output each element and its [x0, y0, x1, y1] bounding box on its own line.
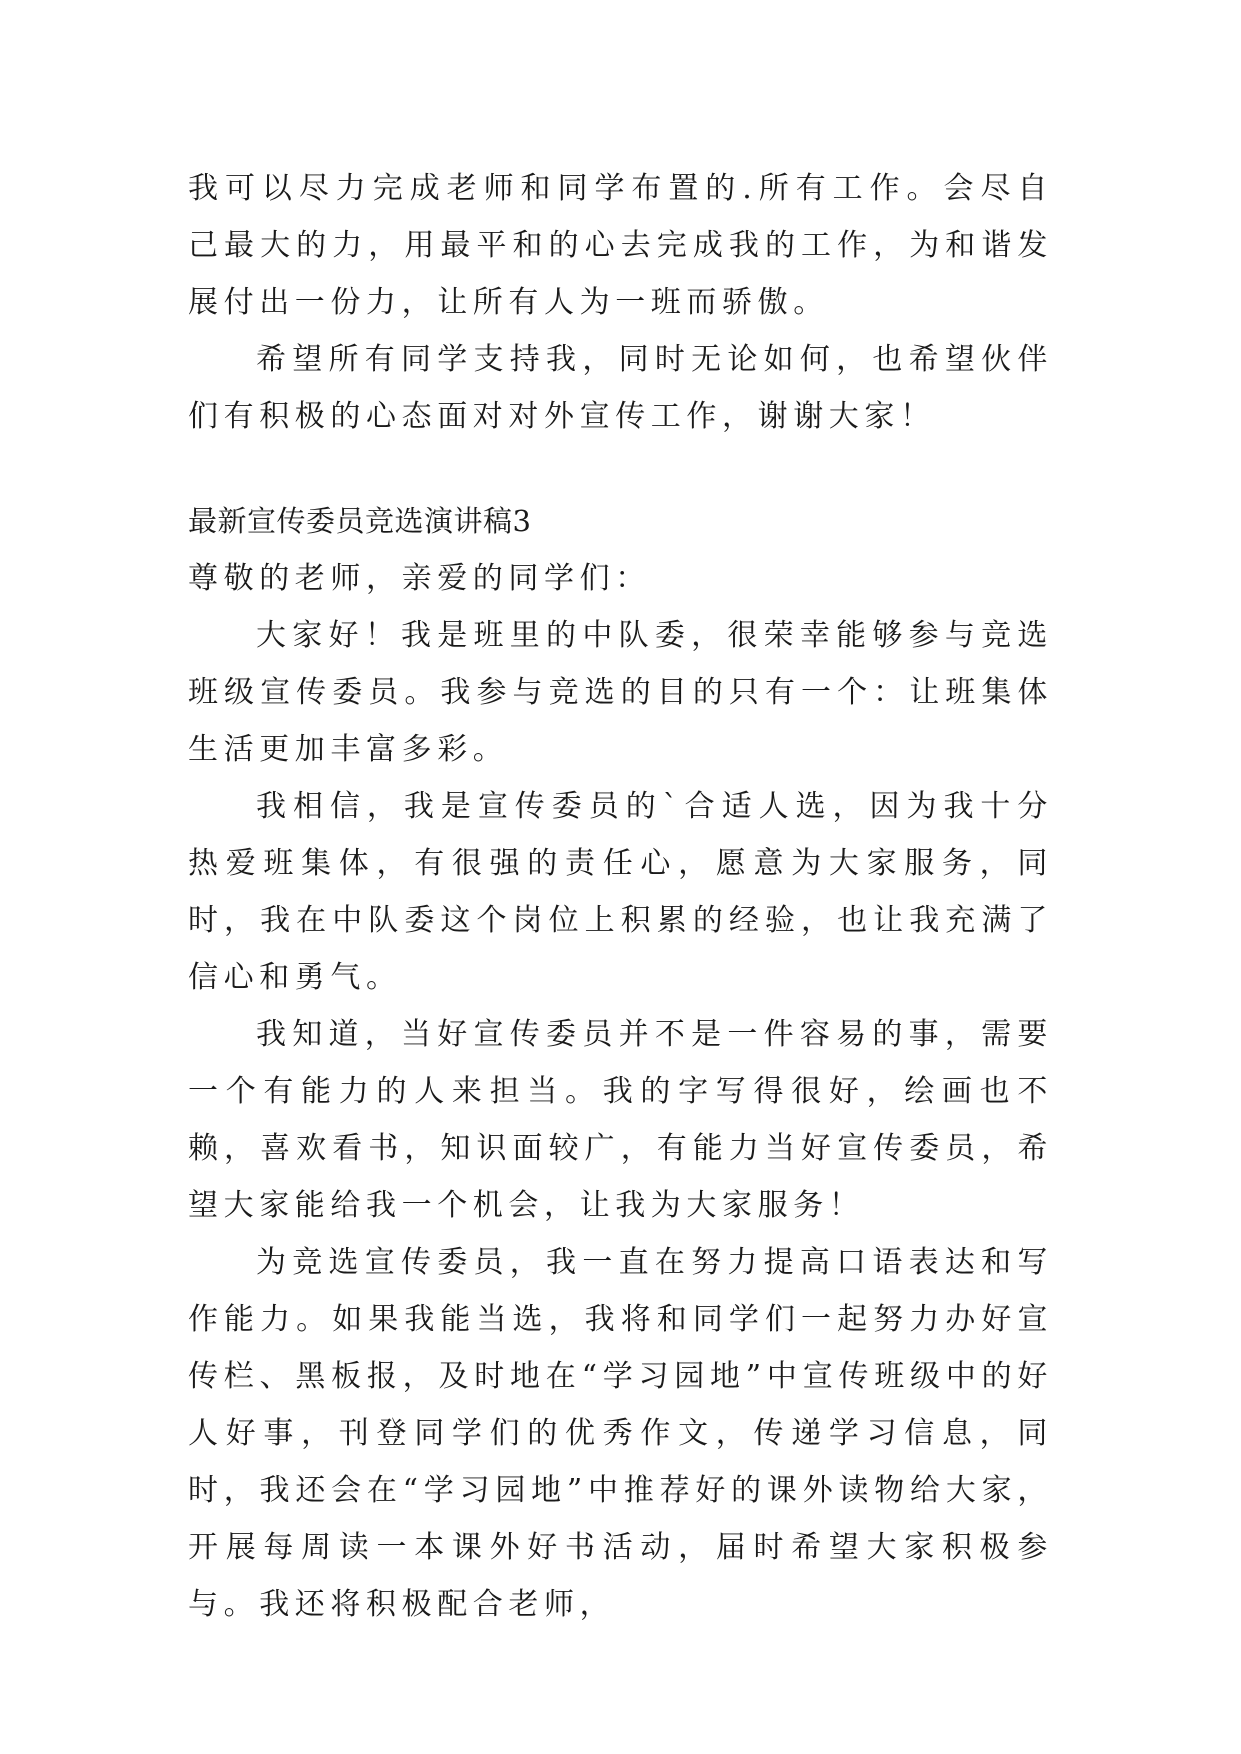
speech-title: 最新宣传委员竞选演讲稿3 [188, 504, 532, 538]
paragraph-continued: 我可以尽力完成老师和同学布置的.所有工作。会尽自己最大的力，用最平和的心去完成我的工作，为和谐发展付出一份力，让所有人为一班而骄傲。 [188, 171, 1053, 320]
paragraph-plans: 为竞选宣传委员，我一直在努力提高口语表达和写作能力。如果我能当选，我将和同学们一起努力办好宣传栏、黑板报，及时地在“学习园地”中宣传班级中的好人好事，刊登同学们的优秀作文，传递学习信息，同时，我还会在“学习园地”中推荐好的课外读物给大家，开展每周读一本课外好书活动，届时希望大家积极参与。我还将积极配合老师， [188, 1245, 1053, 1622]
paragraph-qualification: 我相信，我是宣传委员的`合适人选，因为我十分热爱班集体，有很强的责任心，愿意为大家服务，同时，我在中队委这个岗位上积累的经验，也让我充满了信心和勇气。 [188, 789, 1053, 995]
salutation: 尊敬的老师，亲爱的同学们： [188, 561, 651, 596]
paragraph-abilities: 我知道，当好宣传委员并不是一件容易的事，需要一个有能力的人来担当。我的字写得很好，绘画也不赖，喜欢看书，知识面较广，有能力当好宣传委员，希望大家能给我一个机会，让我为大家服务！ [188, 1017, 1053, 1223]
paragraph-greeting: 大家好！我是班里的中队委，很荣幸能够参与竞选班级宣传委员。我参与竞选的目的只有一个：让班集体生活更加丰富多彩。 [188, 618, 1053, 767]
document-body [188, 160, 1053, 1633]
paragraph-closing: 希望所有同学支持我，同时无论如何，也希望伙伴们有积极的心态面对对外宣传工作，谢谢大家！ [188, 342, 1053, 434]
